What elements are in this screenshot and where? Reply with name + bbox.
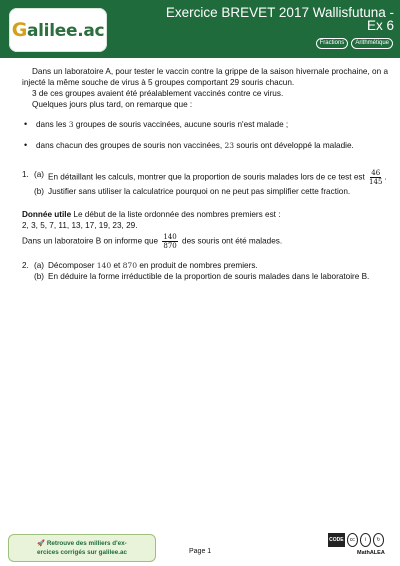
galilee-logo[interactable] (9, 8, 107, 52)
observation-unvaccinated: • dans chacun des groupes de souris non vaccinées, 23 souris ont développé la maladie. (22, 140, 388, 151)
page-number: Page 1 (189, 548, 212, 555)
cc-icon: cc (347, 533, 358, 547)
by-icon: i (360, 533, 371, 547)
sa-icon: ↻ (373, 533, 384, 547)
exercise-content (22, 66, 388, 282)
license-badge[interactable] (328, 533, 384, 547)
fraction-140-870: $\frac{140}{870}$ (163, 233, 177, 250)
question-1 (22, 169, 388, 197)
observation-vaccinated: • dans les 3 groupes de souris vaccinées, aucune souris n'est malade ; (22, 119, 388, 130)
intro (22, 66, 388, 110)
question-2-number: 2. (22, 261, 29, 270)
logo-text: Galilee.ac (11, 19, 105, 41)
exercise-title: Exercice BREVET 2017 Wallisfutuna - Ex 6 (165, 5, 394, 33)
tag-fractions: Fractions (316, 38, 349, 49)
intro-paragraph-1: Dans un laboratoire A, pour tester le vaccin contre la grippe de la saison hivernale prochaine, on a injecté la même souche de virus à 5 groupes comportant 29 souris chacun. (22, 67, 388, 87)
code-mark: CODE (328, 533, 345, 547)
topic-tags (316, 38, 393, 49)
question-2b: (b) En déduire la forme irréductible de la proportion de souris malades dans le laboratoire B. (34, 272, 370, 281)
observations-list (22, 119, 388, 151)
useful-data: Donnée utile Le début de la liste ordonnée des nombres premiers est : 2, 3, 5, 7, 11, 13, 17, 19, 23, 29. Dans un laboratoire B on informe que $\frac{140}{870}$ des souris ont été malades. (22, 209, 388, 250)
promo-link[interactable]: 🚀 Retrouve des milliers d'ex- ercices corrigés sur galilee.ac (8, 534, 156, 562)
question-1-number: 1. (22, 170, 29, 179)
lab-b-info: Dans un laboratoire B on informe que $\frac{140}{870}$ des souris ont été malades. (22, 233, 283, 250)
question-2a: (a) Décomposer 140 et 870 en produit de nombres premiers. (34, 261, 258, 270)
header-banner (0, 0, 400, 58)
fraction-46-145: $\frac{46}{145}$ (369, 169, 383, 186)
intro-paragraph-2: 3 de ces groupes avaient été préalablement vaccinés contre ce virus. (32, 89, 284, 98)
intro-paragraph-3: Quelques jours plus tard, on remarque que : (32, 100, 193, 109)
question-1b: (b) Justifier sans utiliser la calculatrice pourquoi on ne peut pas simplifier cette fraction. (34, 187, 351, 196)
tag-arithmetique: Arithmétique (351, 38, 393, 49)
primes-list: 2, 3, 5, 7, 11, 13, 17, 19, 23, 29. (22, 221, 138, 230)
mathalea-brand: MathALEA (357, 550, 385, 556)
question-1a: (a) En détaillant les calculs, montrer que la proportion de souris malades lors de ce test est $\frac{46}{145}$ . (34, 169, 387, 186)
useful-data-label: Donnée utile (22, 210, 72, 219)
question-2 (22, 260, 388, 282)
